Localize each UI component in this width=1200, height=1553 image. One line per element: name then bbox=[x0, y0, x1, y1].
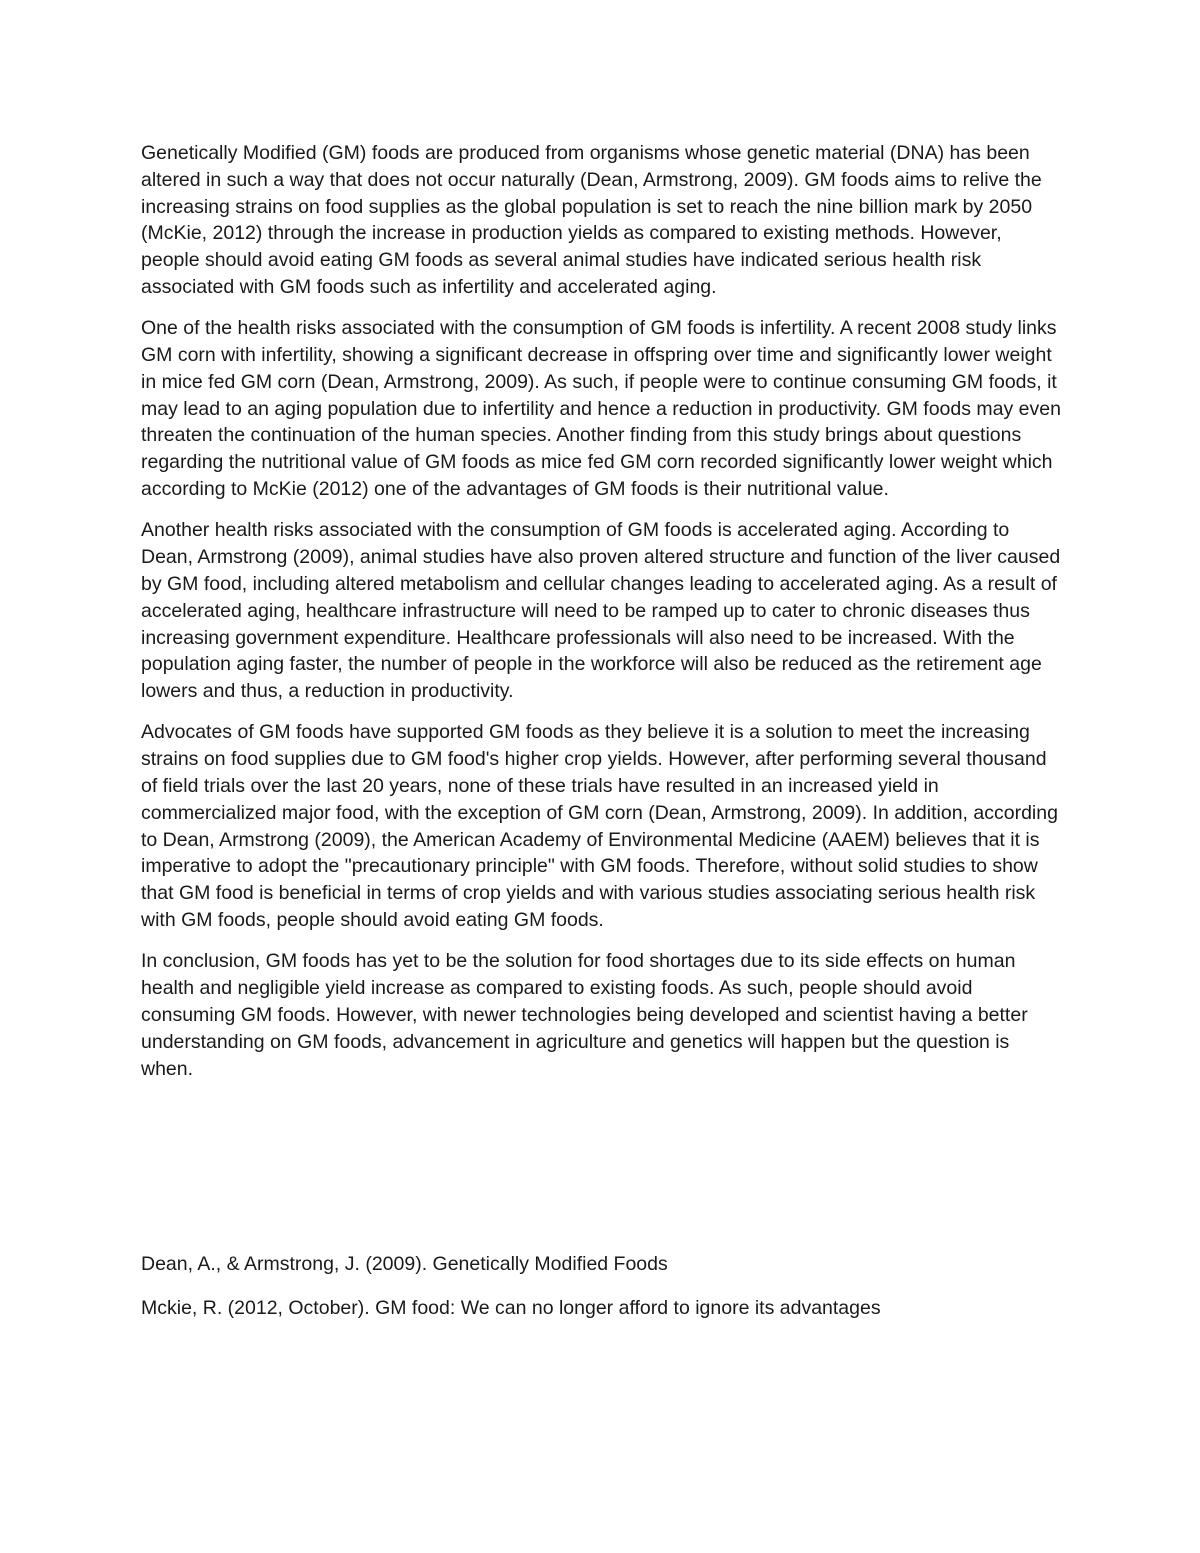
reference-list bbox=[141, 1251, 1065, 1339]
essay-body bbox=[141, 140, 1065, 1097]
paragraph-intro: Genetically Modified (GM) foods are produced from organisms whose genetic material (DNA) has been altered in such a way that does not occur naturally (Dean, Armstrong, 2009). GM foods aims to relive the increasing strains on food supplies as the global population is set to reach the nine billion mark by 2050 (McKie, 2012) through the increase in production yields as compared to existing methods. However, people should avoid eating GM foods as several animal studies have indicated serious health risk associated with GM foods such as infertility and accelerated aging. bbox=[141, 142, 1042, 298]
paragraph-advocates: Advocates of GM foods have supported GM foods as they believe it is a solution to meet the increasing strains on food supplies due to GM food's higher crop yields. However, after performing several thousand of field trials over the last 20 years, none of these trials have resulted in an increased yield in commercialized major food, with the exception of GM corn (Dean, Armstrong, 2009). In addition, according to Dean, Armstrong (2009), the American Academy of Environmental Medicine (AAEM) believes that it is imperative to adopt the "precautionary principle" with GM foods. Therefore, without solid studies to show that GM food is beneficial in terms of crop yields and with various studies associating serious health risk with GM foods, people should avoid eating GM foods. bbox=[141, 721, 1058, 932]
paragraph-infertility: One of the health risks associated with the consumption of GM foods is infertility. A recent 2008 study links GM corn with infertility, showing a significant decrease in offspring over time and significantly lower weight in mice fed GM corn (Dean, Armstrong, 2009). As such, if people were to continue consuming GM foods, it may lead to an aging population due to infertility and hence a reduction in productivity. GM foods may even threaten the continuation of the human species. Another finding from this study brings about questions regarding the nutritional value of GM foods as mice fed GM corn recorded significantly lower weight which according to McKie (2012) one of the advantages of GM foods is their nutritional value. bbox=[141, 317, 1061, 501]
reference-dean-armstrong: Dean, A., & Armstrong, J. (2009). Genetically Modified Foods bbox=[141, 1253, 668, 1275]
paragraph-conclusion: In conclusion, GM foods has yet to be the solution for food shortages due to its side effects on human health and negligible yield increase as compared to existing foods. As such, people should avoid consuming GM foods. However, with newer technologies being developed and scientist having a better understanding on GM foods, advancement in agriculture and genetics will happen but the question is when. bbox=[141, 950, 1028, 1080]
reference-mckie: Mckie, R. (2012, October). GM food: We can no longer afford to ignore its advantages bbox=[141, 1296, 881, 1319]
paragraph-accelerated-aging: Another health risks associated with the consumption of GM foods is accelerated aging. According to Dean, Armstrong (2009), animal studies have also proven altered structure and function of the liver caused by GM food, including altered metabolism and cellular changes leading to accelerated aging. As a result of accelerated aging, healthcare infrastructure will need to be ramped up to cater to chronic diseases thus increasing government expenditure. Healthcare professionals will also need to be increased. With the population aging faster, the number of people in the workforce will also be reduced as the retirement age lowers and thus, a reduction in productivity. bbox=[141, 519, 1061, 703]
